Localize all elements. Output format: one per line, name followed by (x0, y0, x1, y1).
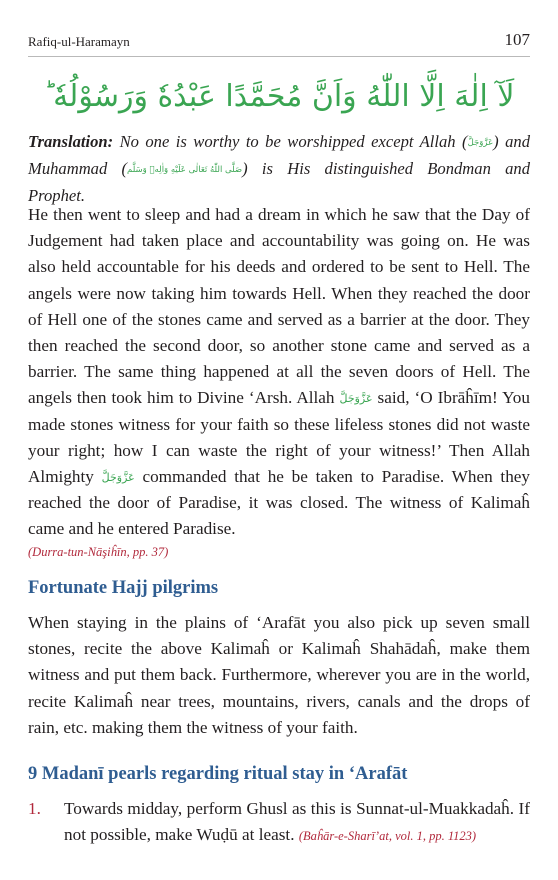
list-item-number: 1. (28, 799, 41, 818)
page-header (28, 30, 530, 57)
translation-text-1: No one is worthy to be worshipped except Allah ( (113, 132, 468, 151)
translation-label: Translation: (28, 132, 114, 151)
translation-text-3: ) is His distinguished Bondman and Prophet. (28, 159, 530, 205)
story-text-1: He then went to sleep and had a dream in which he saw that the Day of Judgement had taken place and accountability was going on. He was also held accountable for his deeds and ordered to be sent to Hell. The angels were now taking him towards Hell. When they reached the door of Hell one of the stones came and served as a barrier at the door. They then reached the second door, so another stone came and served as a barrier. The same thing happened at all the seven doors of Hell. The angels then took him to Divine ‘Arsh. Allah (28, 205, 530, 408)
honorific-allah: عَزَّوَجَلَّ (339, 392, 373, 406)
list-item-reference: (Baĥār-e-Sharī’at, vol. 1, pp. 1123) (298, 829, 477, 844)
story-paragraph (28, 202, 530, 561)
list-item (28, 796, 530, 849)
list-item-body: Towards midday, perform Ghusl as this is Sunnat-ul-Muakkadaĥ. If not possible, make Wuḍū at least. (64, 799, 530, 845)
section-heading-fortunate-hajj-pilgrims: Fortunate Hajj pilgrims (28, 578, 219, 598)
story-text-2: said, ‘O Ibrāĥīm! You made stones witness for your faith so these lifeless stones did not waste your right; how I can waste the right of your witness!’ Then Allah Almighty (28, 388, 530, 487)
honorific-prophet: صَلَّى اللّٰهُ تَعَالٰى عَلَيْهِ وَاٰلِهٖ وَسَلَّم (127, 165, 243, 176)
book-title: Rafiq-ul-Haramayn (28, 34, 130, 49)
honorific-allah: عَزَّوَجَلَّ (467, 138, 494, 149)
translation-text-2: ) and Muhammad ( (28, 132, 530, 178)
section-heading-madani-pearls: 9 Madanī pearls regarding ritual stay in ‘Arafāt (28, 764, 408, 784)
honorific-allah: عَزَّوَجَلَّ (101, 471, 135, 485)
story-text-3: commanded that he be taken to Paradise. When they reached the door of Paradise, it was closed. The witness of Kalimaĥ came and he entered Paradise. (28, 467, 531, 539)
fortunate-paragraph: When staying in the plains of ‘Arafāt you also pick up seven small stones, recite the above Kalimaĥ or Kalimaĥ Shahādaĥ, make them witness and put them back. Furthermore, wherever you are in the world, recite Kalimaĥ near trees, mountains, rivers, canals and the drops of rain, etc. making them the witness of your faith. (28, 613, 530, 737)
story-reference: (Durra-tun-Nāşiĥīn, pp. 37) (28, 544, 169, 559)
page-number: 107 (504, 30, 530, 49)
kalimah-calligraphy: لَآ اِلٰهَ اِلَّا اللّٰهُ وَاَنَّ مُحَمَّدًا عَبْدُهٗ وَرَسُوْلُهٗ ؕ (43, 79, 515, 114)
list-item-text (64, 796, 530, 849)
translation-paragraph (28, 128, 530, 209)
